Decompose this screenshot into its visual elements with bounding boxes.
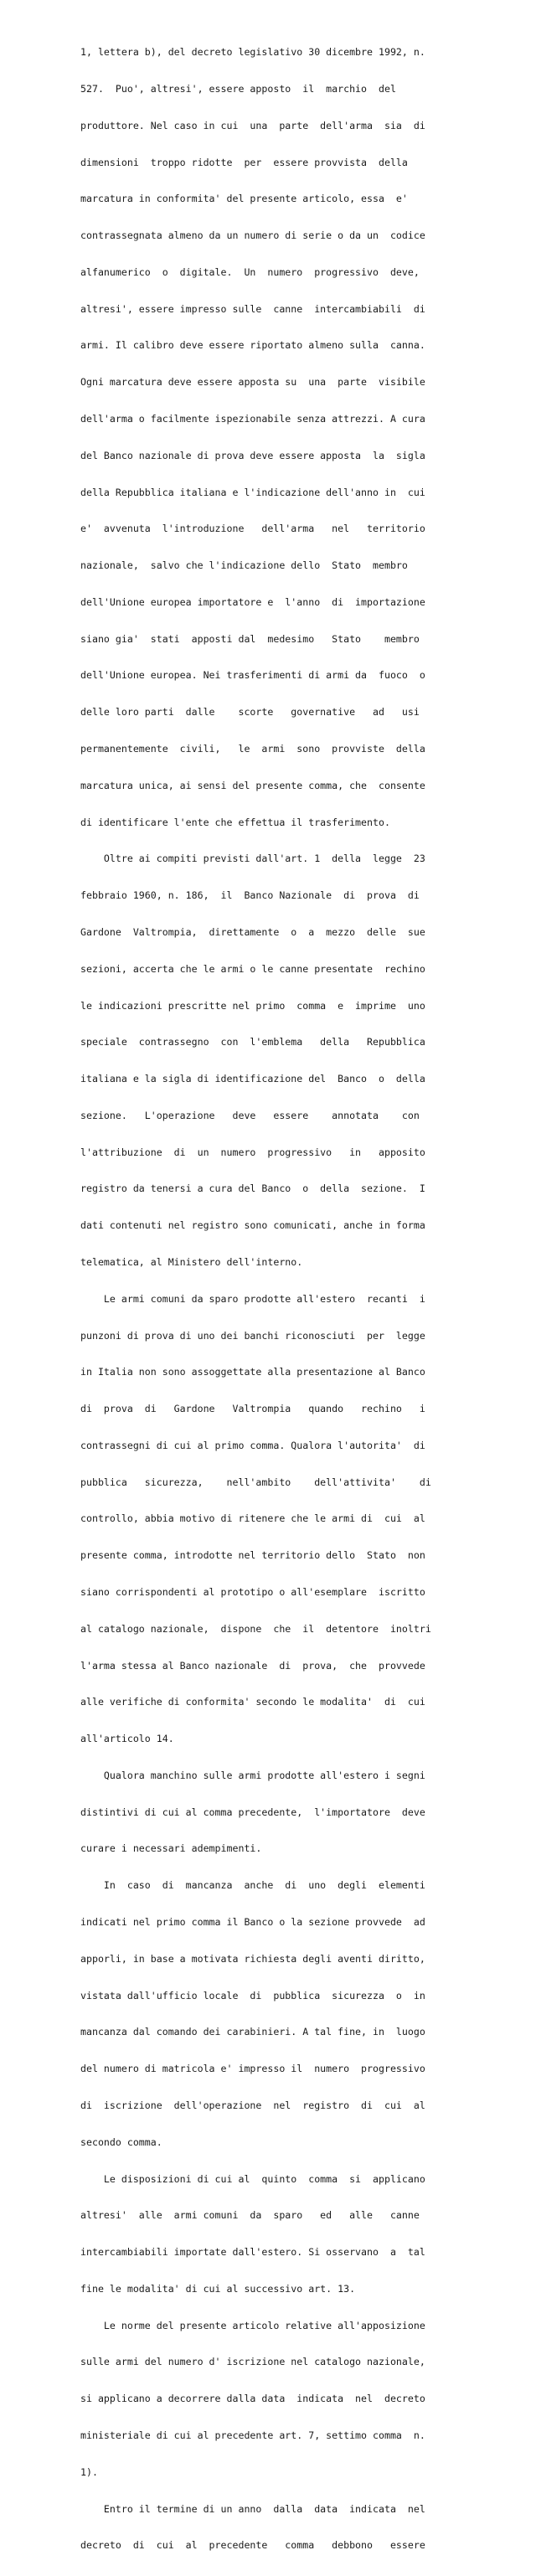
- text-line: Le armi comuni da sparo prodotte all'estero recanti i: [80, 1292, 425, 1305]
- text-line: marcatura in conformita' del presente articolo, essa e': [80, 193, 408, 205]
- text-line: dell'Unione europea. Nei trasferimenti di armi da fuoco o: [80, 669, 425, 682]
- text-line: siano corrispondenti al prototipo o all'esemplare iscritto: [80, 1586, 425, 1598]
- text-line: Le disposizioni di cui al quinto comma si applicano: [80, 2172, 425, 2185]
- text-line: distintivi di cui al comma precedente, l'importatore deve: [80, 1806, 425, 1818]
- text-line: e' avvenuta l'introduzione dell'arma nel territorio: [80, 523, 425, 535]
- text-line: altresi', essere impresso sulle canne intercambiabili di: [80, 302, 425, 315]
- text-line: altresi' alle armi comuni da sparo ed alle canne: [80, 2209, 420, 2222]
- text-line: punzoni di prova di uno dei banchi riconosciuti per legge: [80, 1329, 425, 1342]
- text-line: febbraio 1960, n. 186, il Banco Nazionale di prova di: [80, 889, 420, 902]
- text-line: secondo comma.: [80, 2136, 162, 2148]
- text-line: nazionale, salvo che l'indicazione dello Stato membro: [80, 559, 408, 572]
- text-line: si applicano a decorrere dalla data indicata nel decreto: [80, 2393, 425, 2405]
- text-line: 1, lettera b), del decreto legislativo 30 dicembre 1992, n.: [80, 46, 425, 59]
- text-line: presente comma, introdotte nel territorio dello Stato non: [80, 1549, 425, 1562]
- text-line: Oltre ai compiti previsti dall'art. 1 della legge 23: [80, 853, 425, 865]
- text-line: al catalogo nazionale, dispone che il detentore inoltri: [80, 1622, 431, 1635]
- text-line: all'articolo 14.: [80, 1733, 174, 1745]
- text-line: registro da tenersi a cura del Banco o della sezione. I: [80, 1182, 425, 1195]
- text-line: telematica, al Ministero dell'interno.: [80, 1255, 303, 1268]
- text-line: del Banco nazionale di prova deve essere apposta la sigla: [80, 449, 425, 461]
- text-line: alle verifiche di conformita' secondo le modalita' di cui: [80, 1696, 425, 1708]
- text-line: pubblica sicurezza, nell'ambito dell'attivita' di: [80, 1476, 431, 1488]
- text-line: fine le modalita' di cui al successivo art. 13.: [80, 2282, 356, 2295]
- text-line: curare i necessari adempimenti.: [80, 1842, 262, 1855]
- text-line: marcatura unica, ai sensi del presente comma, che consente: [80, 779, 425, 791]
- text-line: controllo, abbia motivo di ritenere che le armi di cui al: [80, 1512, 425, 1525]
- text-line: in Italia non sono assoggettate alla presentazione al Banco: [80, 1366, 425, 1378]
- text-line: sulle armi del numero d' iscrizione nel catalogo nazionale,: [80, 2356, 425, 2368]
- text-line: vistata dall'ufficio locale di pubblica sicurezza o in: [80, 1989, 425, 2002]
- text-line: del numero di matricola e' impresso il numero progressivo: [80, 2063, 425, 2075]
- text-line: alfanumerico o digitale. Un numero progressivo deve,: [80, 265, 420, 278]
- text-line: l'attribuzione di un numero progressivo in apposito: [80, 1146, 425, 1158]
- text-line: di identificare l'ente che effettua il trasferimento.: [80, 816, 390, 828]
- text-line: le indicazioni prescritte nel primo comma e imprime uno: [80, 999, 425, 1012]
- text-line: indicati nel primo comma il Banco o la sezione provvede ad: [80, 1916, 425, 1929]
- text-line: contrassegni di cui al primo comma. Qualora l'autorita' di: [80, 1439, 425, 1451]
- text-line: sezione. L'operazione deve essere annotata con: [80, 1109, 420, 1121]
- text-line: Le norme del presente articolo relative all'apposizione: [80, 2319, 425, 2331]
- text-line: produttore. Nel caso in cui una parte dell'arma sia di: [80, 119, 425, 131]
- text-line: decreto di cui al precedente comma debbono essere: [80, 2539, 425, 2552]
- text-line: In caso di mancanza anche di uno degli elementi: [80, 1879, 425, 1892]
- text-line: dati contenuti nel registro sono comunicati, anche in forma: [80, 1219, 425, 1232]
- text-line: Qualora manchino sulle armi prodotte all'estero i segni: [80, 1769, 425, 1781]
- text-line: intercambiabili importate dall'estero. Si osservano a tal: [80, 2246, 425, 2259]
- text-line: italiana e la sigla di identificazione del Banco o della: [80, 1073, 425, 1085]
- text-line: dell'arma o facilmente ispezionabile senza attrezzi. A cura: [80, 413, 425, 425]
- text-line: dell'Unione europea importatore e l'anno di importazione: [80, 595, 425, 608]
- text-line: permanentemente civili, le armi sono provviste della: [80, 743, 425, 755]
- document-body: [80, 22, 431, 2576]
- text-line: l'arma stessa al Banco nazionale di prova, che provvede: [80, 1659, 425, 1672]
- text-line: 527. Puo', altresi', essere apposto il marchio del: [80, 82, 396, 95]
- text-line: siano gia' stati apposti dal medesimo Stato membro: [80, 632, 420, 645]
- text-line: dimensioni troppo ridotte per essere provvista della: [80, 156, 408, 168]
- text-line: delle loro parti dalle scorte governative ad usi: [80, 706, 420, 719]
- text-line: contrassegnata almeno da un numero di serie o da un codice: [80, 229, 425, 242]
- text-line: 1).: [80, 2465, 98, 2478]
- text-line: Gardone Valtrompia, direttamente o a mezzo delle sue: [80, 925, 425, 938]
- text-line: ministeriale di cui al precedente art. 7, settimo comma n.: [80, 2429, 425, 2441]
- text-line: apporli, in base a motivata richiesta degli aventi diritto,: [80, 1952, 425, 1965]
- text-line: della Repubblica italiana e l'indicazione dell'anno in cui: [80, 486, 425, 498]
- text-line: Ogni marcatura deve essere apposta su una parte visibile: [80, 376, 425, 389]
- text-line: di iscrizione dell'operazione nel registro di cui al: [80, 2099, 425, 2111]
- text-line: armi. Il calibro deve essere riportato almeno sulla canna.: [80, 339, 425, 352]
- text-line: sezioni, accerta che le armi o le canne presentate rechino: [80, 962, 425, 975]
- text-line: di prova di Gardone Valtrompia quando rechino i: [80, 1403, 425, 1415]
- text-line: Entro il termine di un anno dalla data indicata nel: [80, 2502, 425, 2515]
- text-line: speciale contrassegno con l'emblema della Repubblica: [80, 1036, 425, 1048]
- text-line: mancanza dal comando dei carabinieri. A tal fine, in luogo: [80, 2026, 425, 2038]
